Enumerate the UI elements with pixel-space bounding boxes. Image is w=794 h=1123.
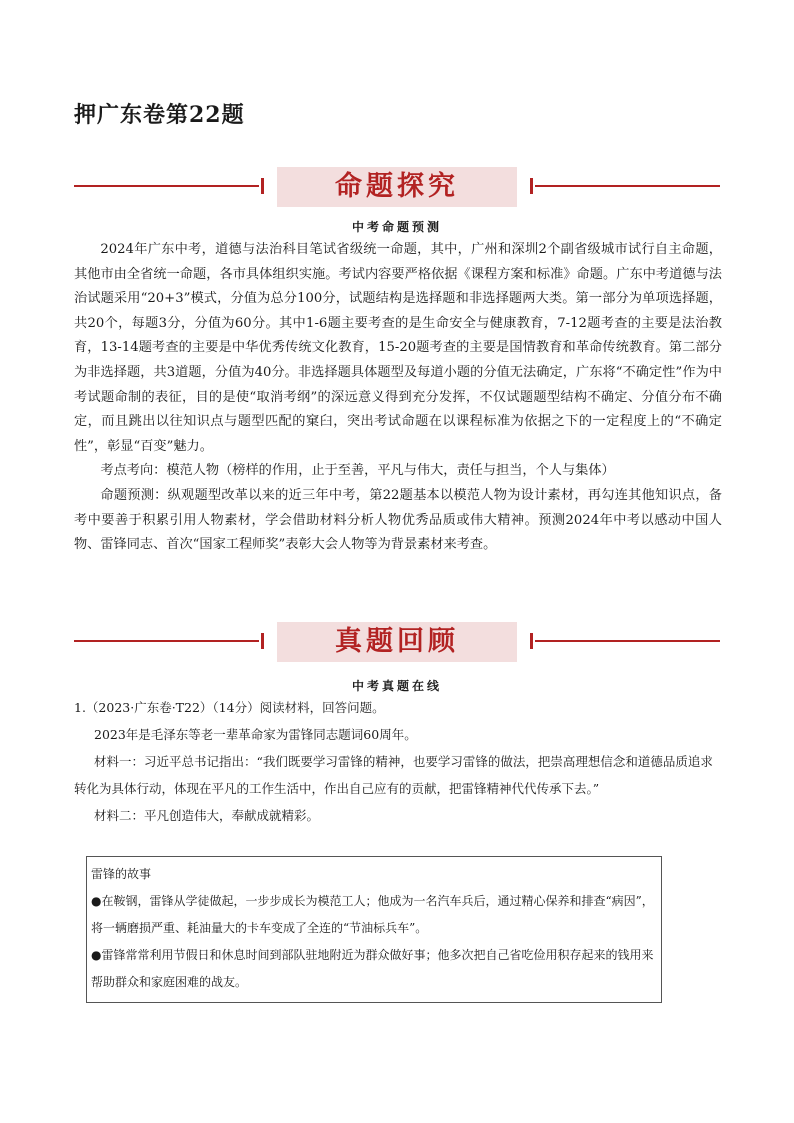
divider-right bbox=[535, 640, 720, 642]
section-subtitle: 中考真题在线 bbox=[351, 679, 442, 693]
story-box bbox=[86, 856, 662, 1003]
material-1: 材料一：习近平总书记指出：“我们既要学习雷锋的精神，也要学习雷锋的做法，把崇高理想信念和道德品质追求转化为具体行动，体现在平凡的工作生活中，作出自己应有的贡献，把雷锋精神代代传承下去。” bbox=[74, 754, 713, 796]
question-line: 1.（2023·广东卷·T22）（14分）阅读材料，回答问题。 bbox=[74, 700, 385, 715]
paragraph: 命题预测：纵观题型改革以来的近三年中考，第22题基本以模范人物为设计素材，再勾连其他知识点，备考中要善于积累引用人物素材，学会借助材料分析人物优秀品质或伟大精神。预测2024年中考以感动中国人物、雷锋同志、首次“国家工程师奖”表彰大会人物等为背景素材来考查。 bbox=[74, 487, 722, 553]
material-2: 材料二：平凡创造伟大，奉献成就精彩。 bbox=[94, 808, 320, 823]
section-banner-2 bbox=[74, 622, 720, 668]
banner-box bbox=[277, 622, 517, 662]
divider-left bbox=[74, 185, 259, 187]
divider-cap-right bbox=[530, 178, 533, 194]
story-item: ●在鞍钢，雷锋从学徒做起，一步步成长为模范工人；他成为一名汽车兵后，通过精心保养和排查“病因”，将一辆磨损严重、耗油量大的卡车变成了全连的“节油标兵车”。 bbox=[91, 894, 654, 935]
divider-left bbox=[74, 640, 259, 642]
divider-cap-left bbox=[261, 178, 264, 194]
section-subtitle: 中考命题预测 bbox=[351, 220, 442, 234]
section1-body bbox=[74, 238, 722, 558]
divider-cap-right bbox=[530, 633, 533, 649]
paragraph: 考点考向：模范人物（榜样的作用，止于至善，平凡与伟大，责任与担当，个人与集体） bbox=[100, 463, 615, 479]
banner-box bbox=[277, 167, 517, 207]
paragraph: 2024年广东中考，道德与法治科目笔试省级统一命题，其中，广州和深圳2个副省级城市试行自主命题，其他市由全省统一命题，各市具体组织实施。考试内容要严格依据《课程方案和标准》命题。广东中考道德与法治试题采用“20+3”模式，分值为总分100分，试题结构是选择题和非选择题两大类。第一部分为单项选择题，共20个，每题3分，分值为60分。其中1-6题主要考查的是生命安全与健康教育，7-12题考查的主要是法治教育，13-14题考查的主要是中华优秀传统文化教育，15-20题考查的主要是国情教育和革命传统教育。第二部分为非选择题，共3道题，分值为40分。非选择题具体题型及每道小题的分值无法确定，广东将“不确定性”作为中考试题命制的表征，目的是使“取消考纲”的深远意义得到充分发挥，不仅试题题型结构不确定、分值分布不确定，而且跳出以往知识点与题型匹配的窠臼，突出考试命题在以课程标准为依据之下的一定程度上的“不确定性”，彰显“百变”魅力。 bbox=[74, 242, 722, 454]
banner-title: 真题回顾 bbox=[335, 626, 459, 657]
page-title: 押广东卷第22题 bbox=[74, 102, 245, 128]
banner-title: 命题探究 bbox=[335, 171, 459, 202]
story-item: ●雷锋常常利用节假日和休息时间到部队驻地附近为群众做好事；他多次把自己省吃俭用积存起来的钱用来帮助群众和家庭困难的战友。 bbox=[91, 948, 654, 989]
question-block bbox=[74, 694, 722, 829]
divider-cap-left bbox=[261, 633, 264, 649]
story-box-title: 雷锋的故事 bbox=[91, 867, 152, 881]
section-banner-1 bbox=[74, 167, 720, 213]
question-intro: 2023年是毛泽东等老一辈革命家为雷锋同志题词60周年。 bbox=[94, 727, 417, 742]
divider-right bbox=[535, 185, 720, 187]
